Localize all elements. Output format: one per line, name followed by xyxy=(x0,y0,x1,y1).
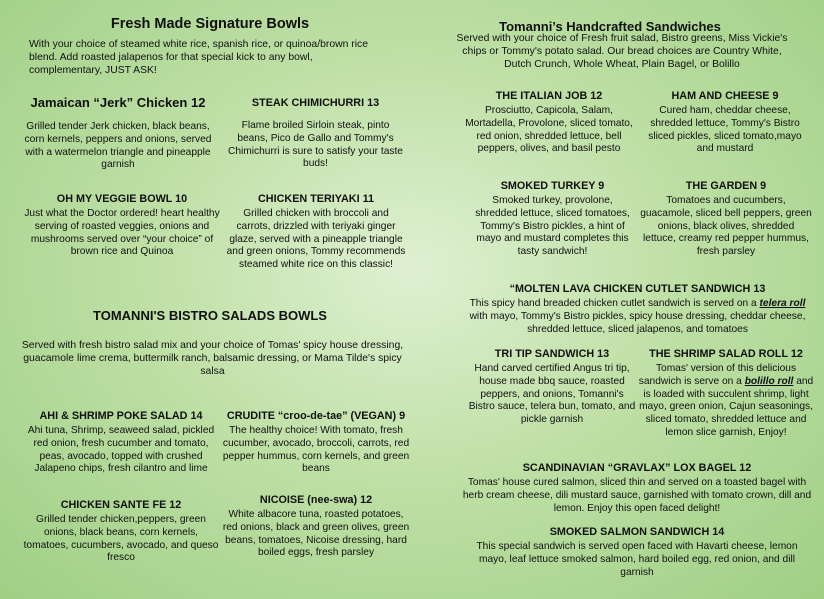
sandwiches-intro: Served with your choice of Fresh fruit salad, Bistro greens, Miss Vickie's chips or Tommy's potato salad. Our bread choices are Country White, Dutch Crunch, Whole Wheat, Plain Bagel, or Bolillo xyxy=(456,33,788,71)
item-name: SMOKED TURKEY 9 xyxy=(500,180,605,192)
menu-item-jerk-chicken xyxy=(18,95,218,172)
item-name: CRUDITE “croo-de-tae” (VEGAN) 9 xyxy=(226,410,406,422)
menu-item-veggie-bowl xyxy=(22,193,222,259)
menu-item-nicoise xyxy=(222,494,410,560)
item-desc: Prosciutto, Capicola, Salam, Mortadella, Provolone, sliced tomato, red onion, shredded lettuce, bell peppers, olives, and basil pesto xyxy=(465,105,633,155)
item-desc: Tomas' version of this delicious sandwich is serve on a bolillo roll and is loaded with succulent shrimp, light mayo, green onion, Cajun seasonings, sliced tomato, shredded lettuce and lemon slice garnish, Enjoy! xyxy=(638,363,814,438)
menu-item-the-garden xyxy=(640,180,812,259)
item-desc: Smoked turkey, provolone, shredded lettuce, sliced tomatoes, Tommy's Bistro pickles, a hint of mayo and mustard completes this tasty sandwich! xyxy=(475,195,630,258)
menu-item-shrimp-salad-roll xyxy=(638,348,814,440)
item-name: HAM AND CHEESE 9 xyxy=(671,90,779,102)
bowls-intro: With your choice of steamed white rice, spanish rice, or quinoa/brown rice blend. Add roasted jalapenos for that special kick to any bowl, complementary, JUST ASK! xyxy=(29,39,369,77)
menu-item-molten-lava xyxy=(460,283,815,336)
menu-item-tri-tip xyxy=(466,348,638,427)
item-name: AHI & SHRIMP POKE SALAD 14 xyxy=(39,410,203,422)
item-desc: Grilled tender Jerk chicken, black beans, corn kernels, peppers and onions, served with a watermelon triangle and pineapple garnish xyxy=(24,121,212,171)
item-desc: Just what the Doctor ordered! heart healthy serving of roasted veggies, onions and mushrooms served over “your choice” of brown rice and Quinoa xyxy=(24,208,220,258)
menu-item-gravlax-bagel xyxy=(462,462,812,515)
menu-item-chicken-sante-fe xyxy=(22,499,220,565)
item-name: NICOISE (nee-swa) 12 xyxy=(259,494,373,506)
item-desc: Tomas' house cured salmon, sliced thin and served on a toasted bagel with herb cream cheese, dili mustard sauce, garnished with tomato crown, dill and lemon. Enjoy this open faced delight! xyxy=(462,477,812,514)
menu-item-italian-job xyxy=(464,90,634,156)
menu-item-smoked-turkey xyxy=(470,180,635,259)
item-desc: The healthy choice! With tomato, fresh cucumber, avocado, broccoli, carrots, red pepper hummus, corn kernels, and green beans xyxy=(222,425,410,475)
menu-item-smoked-salmon xyxy=(462,526,812,579)
item-desc: Tomatoes and cucumbers, guacamole, sliced bell peppers, green onions, black olives, shredded lettuce, creamy red pepper hummus, fresh parsley xyxy=(640,195,812,258)
bowls-title: Fresh Made Signature Bowls xyxy=(110,16,310,32)
item-desc: Flame broiled Sirloin steak, pinto beans, Pico de Gallo and Tommy's Chimichurri is sure to satisfy your taste buds! xyxy=(228,120,403,170)
salads-intro: Served with fresh bistro salad mix and your choice of Tomas' spicy house dressing, guacamole lime crema, buttermilk ranch, balsamic dressing, or Mama Tilde's spicy salsa xyxy=(21,340,404,378)
item-desc: Grilled tender chicken,peppers, green onions, black beans, corn kernels, tomatoes, cucumbers, avocado, and queso fresco xyxy=(23,514,219,564)
item-desc: Hand carved certified Angus tri tip, house made bbq sauce, roasted peppers, and onions, Tomanni's Bistro sauce, telera bun, tomato, and pickle garnish xyxy=(468,363,636,426)
item-name: TRI TIP SANDWICH 13 xyxy=(494,348,610,360)
item-name: THE GARDEN 9 xyxy=(685,180,767,192)
item-name: OH MY VEGGIE BOWL 10 xyxy=(56,193,188,205)
item-desc: Ahi tuna, Shrimp, seaweed salad, pickled red onion, fresh cucumber and tomato, peas, avocado, topped with crushed Jalapeno chips, fresh cilantro and lime xyxy=(27,425,215,475)
item-name: STEAK CHIMICHURRI 13 xyxy=(251,97,380,109)
item-desc: Grilled chicken with broccoli and carrots, drizzled with teriyaki ginger glaze, served with a pineapple triangle and green onions, Tommy recommends steamed white rice on this classic! xyxy=(226,208,406,271)
item-desc: White albacore tuna, roasted potatoes, red onions, black and green olives, green beans, tomatoes, Nicoise dressing, hard boiled eggs, fresh parsley xyxy=(222,509,410,559)
item-name: “MOLTEN LAVA CHICKEN CUTLET SANDWICH 13 xyxy=(509,283,766,295)
item-name: CHICKEN TERIYAKI 11 xyxy=(258,193,374,205)
menu-item-ham-cheese xyxy=(640,90,810,156)
menu-item-chicken-teriyaki xyxy=(226,193,406,272)
item-name: THE SHRIMP SALAD ROLL 12 xyxy=(649,348,803,360)
item-name: CHICKEN SANTE FE 12 xyxy=(60,499,182,511)
item-name: Jamaican “Jerk” Chicken 12 xyxy=(30,95,206,110)
menu-item-crudite xyxy=(222,410,410,476)
salads-title: TOMANNI'S BISTRO SALADS BOWLS xyxy=(93,308,327,323)
menu-item-ahi-shrimp-poke xyxy=(22,410,220,476)
item-desc: This spicy hand breaded chicken cutlet sandwich is served on a telera roll with mayo, Tommy's Bistro pickles, spicy house dressing, cheddar cheese, shredded lettuce, sliced jalapenos, and tomatoes xyxy=(469,298,806,335)
item-name: THE ITALIAN JOB 12 xyxy=(495,90,603,102)
item-name: SCANDINAVIAN “GRAVLAX” LOX BAGEL 12 xyxy=(522,462,752,474)
sandwiches-title: Tomanni’s Handcrafted Sandwiches xyxy=(499,19,721,34)
item-desc: This special sandwich is served open faced with Havarti cheese, lemon mayo, leaf lettuce smoked salmon, hard boiled egg, red onion, and dill garnish xyxy=(476,541,798,578)
item-desc: Cured ham, cheddar cheese, shredded lettuce, Tommy's Bistro sliced pickles, sliced tomato,mayo and mustard xyxy=(648,105,802,155)
item-name: SMOKED SALMON SANDWICH 14 xyxy=(549,526,725,538)
menu-item-steak-chimichurri xyxy=(228,97,403,171)
